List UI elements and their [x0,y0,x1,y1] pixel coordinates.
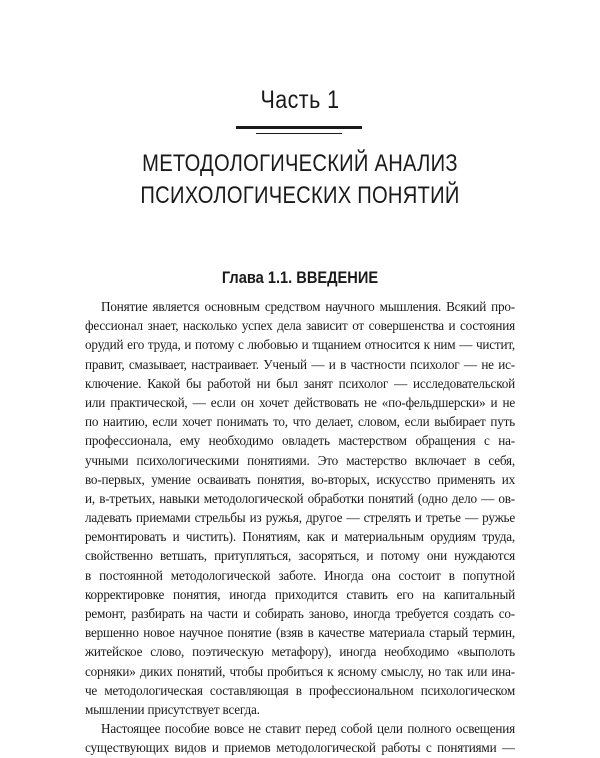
text-line: вершенно новое научное понятие (взяв в качестве материала старый термин, [85,625,515,641]
chapter-title: Глава 1.1. ВВЕДЕНИЕ [221,268,379,287]
text-line: че методологическая составляющая в профессиональном психологическом [85,682,515,698]
text-line: фессионал знает, насколько успех дела зависит от совершенства и состояния [85,318,515,334]
text-line: сорняки» диких понятий, чтобы пробиться к ясному смыслу, но так или ина- [85,663,515,679]
text-line: правит, смазывает, настраивает. Ученый — и в частности психолог — не ис- [85,356,515,372]
text-line: во-первых, умение осваивать понятия, во-вторых, искусство применять их [85,471,515,487]
text-line: и, в-третьих, навыки методологической обработки понятий (одно дело — ов- [85,490,515,506]
text-line: существующих видов и приемов методологической работы с понятиями — [85,740,515,756]
text-line: профессионала, ему необходимо овладеть мастерством обращения с на- [85,433,515,449]
text-line: или практической, — если он хочет действовать не «по-фельдшерски» и не [85,394,515,410]
part-title: Часть 1 [260,86,340,114]
section-heading-line-1: МЕТОДОЛОГИЧЕСКИЙ АНАЛИЗ [142,150,458,177]
text-line: Настоящее пособие вовсе не ставит перед собой цели полного освещения [101,721,515,737]
text-line: житейское слово, поэтическую метафору), иногда необходимо «выполоть [85,644,515,660]
text-line: свойственно ветшать, притупляться, засоряться, и потому они нуждаются [85,548,515,564]
text-line: ключение. Какой бы работой ни был занят психолог — исследовательской [85,375,515,391]
text-line: учными психологическими понятиями. Это мастерство включает в себя, [85,452,515,468]
text-line: по наитию, если хочет понимать то, что делает, словом, если выбирает путь [85,414,515,430]
text-line: Понятие является основным средством научного мышления. Всякий про- [101,299,515,314]
body-text [85,297,515,758]
section-heading [48,148,552,212]
text-line: корректировке понятия, иногда приходится ставить его на капитальный [85,586,515,602]
text-line: ремонт, разбирать на части и собирать заново, иногда требуется создать со- [85,606,515,621]
text-line: мышлении присутствует всегда. [85,701,260,717]
section-heading-line-2: ПСИХОЛОГИЧЕСКИХ ПОНЯТИЙ [140,182,460,209]
title-rule-thin [256,133,342,134]
text-line: ремонтировать и чистить). Понятиям, как и материальным орудиям труда, [85,529,515,545]
text-line: орудий его труда, и потому с любовью и тщанием относится к ним — чистит, [85,337,515,353]
title-rule-thick [236,126,362,129]
text-line: ладевать приемами стрельбы из ружья, другое — стрелять и третье — ружье [85,510,515,526]
text-line: в постоянной методологической заботе. Иногда она состоит в попутной [85,567,515,583]
